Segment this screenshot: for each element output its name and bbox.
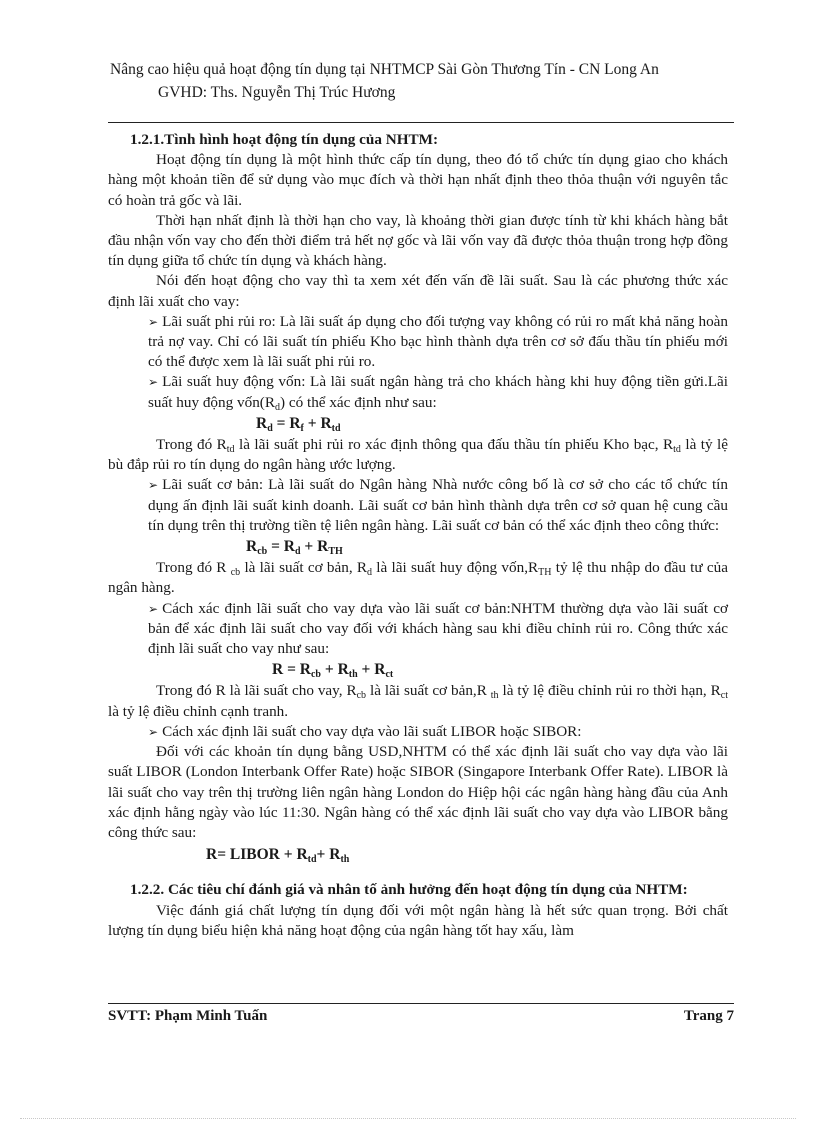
bullet-item: ➢ Lãi suất huy động vốn: Là lãi suất ngân hàng trả cho khách hàng khi huy động tiền gửi.Lãi suất huy động $vốn(R_d)$ có thể xác định như sau: [148,373,728,413]
formula-rcb: $R_{cb} = R_d + R_{TH}$ [246,538,343,558]
student-name: SVTT: Phạm Minh Tuấn [108,1008,268,1024]
section-heading-1-2-1: 1.2.1.Tình hình hoạt động tín dụng của NHTM: [130,131,439,148]
page-footer [108,1008,734,1025]
paragraph: Nói đến hoạt động cho vay thì ta xem xét đến vấn đề lãi suất. Sau là các phương thức xác định lãi xuất cho vay: [108,272,728,310]
paragraph: Việc đánh giá chất lượng tín dụng đối với một ngân hàng là hết sức quan trọng. Bởi chất lượng tín dụng biểu hiện khả năng hoạt động của ngân hàng tốt hay xấu, làm [108,901,728,939]
arrow-bullet-icon: ➢ [148,375,159,390]
arrow-bullet-icon: ➢ [148,724,159,739]
bullet-item: ➢ Cách xác định lãi suất cho vay dựa vào lãi suất cơ bản:NHTM thường dựa vào lãi suất cơ bản để xác định lãi suất cho vay đối với khách hàng sau khi điều chỉnh rủi ro. Công thức xác định lãi suất cho vay như sau: [148,599,728,658]
section-gap [108,866,728,880]
arrow-bullet-icon: ➢ [148,601,159,616]
paragraph: Thời hạn nhất định là thời hạn cho vay, là khoảng thời gian được tính từ khi khách hàng bắt đầu nhận vốn vay cho đến thời điểm trả hết nợ gốc và lãi vốn vay đã được thỏa thuận trong hợp đồng tín dụng giữa tổ chức tín dụng và khách hàng. [108,211,728,270]
arrow-bullet-icon: ➢ [148,314,159,329]
page-body [108,130,728,941]
document-title: Nâng cao hiệu quả hoạt động tín dụng tại NHTMCP Sài Gòn Thương Tín - CN Long An [110,61,659,78]
page-edge-line [20,1118,796,1119]
header-divider [108,122,734,123]
arrow-bullet-icon: ➢ [148,478,159,493]
formula-r: $R = R_{cb} + R_{th} + R_{ct}$ [272,661,394,681]
bullet-item: ➢ Lãi suất cơ bản: Là lãi suất do Ngân hàng Nhà nước công bố là cơ sở cho các tổ chức tín dụng ấn định lãi suất kinh doanh. Lãi suất cơ bản hình thành dựa trên cơ sở quan hệ cung cầu tín dụng trên thị trường tiền tệ liên ngân hàng. Lãi suất cơ bản có thể xác định theo công thức: [148,476,728,534]
page-header [110,60,730,103]
footer-divider [108,1003,734,1004]
paragraph: Hoạt động tín dụng là một hình thức cấp tín dụng, theo đó tổ chức tín dụng giao cho khách hàng một khoản tiền để sử dụng vào mục đích và thời hạn nhất định theo thỏa thuận với nguyên tắc có hoàn trả gốc và lãi. [108,151,728,209]
paragraph: Trong đó R $_{cb}$ là lãi suất cơ bản, $R_d$ là lãi suất huy động $vốn,R_{TH}$ tỷ lệ thu nhập do đầu tư của ngân hàng. [108,559,728,597]
paragraph: Trong đó $R_{td}$ là lãi suất phi rủi ro xác định thông qua đấu thầu tín phiếu Kho bạc, $R_{td}$ là tỷ lệ bù đắp rủi ro tín dụng do ngân hàng ước lượng. [108,436,728,474]
formula-libor: R= LIBOR + $R_{td}+ R_{th}$ [206,846,350,866]
paragraph: Đối với các khoản tín dụng bằng USD,NHTM có thể xác định lãi suất cho vay dựa vào lãi suất LIBOR (London Interbank Offer Rate) hoặc SIBOR (Singapore Interbank Offer Rate). LIBOR là lãi suất cho vay trên thị trường liên ngân hàng London do Hiệp hội các ngân hàng hàng đầu của Anh xác định hằng ngày vào lúc 11:30. Ngân hàng có thể xác định lãi suất cho vay dựa vào LIBOR bằng công thức sau: [108,743,728,841]
formula-rd: $R_d = R_f + R_{td}$ [256,414,341,434]
bullet-item: ➢ Lãi suất phi rủi ro: Là lãi suất áp dụng cho đối tượng vay không có rủi ro mất khả năng hoàn trả nợ vay. Chỉ có lãi suất tín phiếu Kho bạc hình thành dựa trên cơ sở đấu thầu tín phiếu mới có thể được xem là lãi suất phi rủi ro. [148,312,728,371]
paragraph: Trong đó R là lãi suất cho vay, $R_{cb}$ là lãi suất cơ bản,R $_{th}$ là tỷ lệ điều chỉnh rủi ro thời hạn, $R_{ct}$ là tỷ lệ điều chỉnh cạnh tranh. [108,682,728,720]
advisor-line: GVHD: Ths. Nguyễn Thị Trúc Hương [158,84,396,101]
bullet-item: ➢ Cách xác định lãi suất cho vay dựa vào lãi suất LIBOR hoặc SIBOR: [148,722,582,740]
page-number: Trang 7 [683,1008,734,1024]
section-heading-1-2-2: 1.2.2. Các tiêu chí đánh giá và nhân tố ảnh hưởng đến hoạt động tín dụng của NHTM: [130,881,688,899]
